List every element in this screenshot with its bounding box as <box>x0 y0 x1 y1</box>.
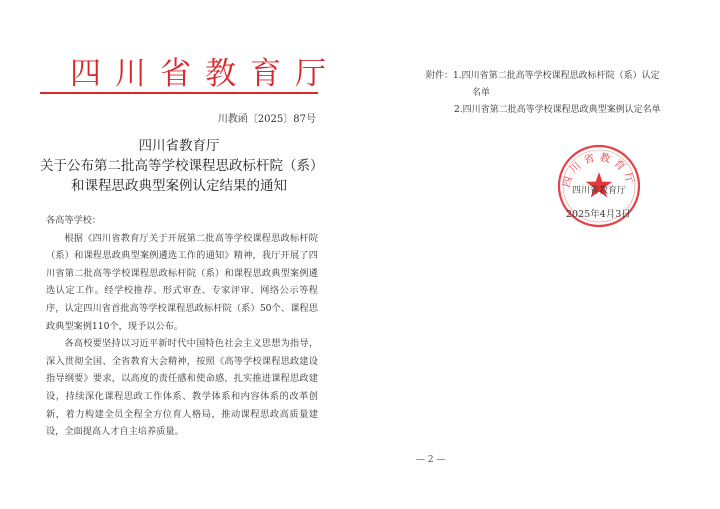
title-line-subject-cont: 和课程思政典型案例认定结果的通知 <box>71 178 287 194</box>
attachment-item-2: 2.四川省第二批高等学校课程思政典型案例认定名单 <box>454 105 661 115</box>
notice-title <box>40 136 324 196</box>
attachment-label: 附件： <box>426 71 454 81</box>
header-red-divider <box>40 92 318 94</box>
salutation: 各高等学校： <box>46 215 102 226</box>
page-number: — 2 — <box>416 455 446 465</box>
attachment-item-1-text: 1.四川省第二批高等学校课程思政标杆院（系）认定 <box>453 71 660 81</box>
seal-text: 四川省教育厅 <box>560 151 638 189</box>
signing-date: 2025年4月3日 <box>566 209 631 220</box>
paragraph-background: 根据《四川省教育厅关于开展第二批高等学校课程思政标杆院（系）和课程思政典型案例遴选工作的通知》精神，我厅开展了四川省第二批高等学校课程思政标杆院（系）和课程思政典型案例遴选认定工作。经学校推荐、形式审查、专家评审、网络公示等程序，认定四川省首批高等学校课程思政标杆院（系）50个、课程思政典型案例110个，现予以公布。 <box>46 232 318 332</box>
attachment-item-1 <box>426 68 706 85</box>
right-page <box>360 0 720 509</box>
notice-body <box>46 212 318 441</box>
paragraph-requirements: 各高校要坚持以习近平新时代中国特色社会主义思想为指导，深入贯彻全国、全省教育大会精神，按照《高等学校课程思政建设指导纲要》要求，以高度的责任感和使命感，扎实推进课程思政建设，持续深化课程思政工作体系、教学体系和内容体系的改革创新，着力构建全员全程全方位育人格局，推动课程思政高质量建设，全面提高人才自主培养质量。 <box>46 338 318 438</box>
issuer-name: 四川省教育厅 <box>572 186 627 196</box>
title-line-issuer: 四川省教育厅 <box>138 138 220 154</box>
attachment-item-1-continued: 名单 <box>472 88 491 98</box>
attachment-list <box>426 68 706 119</box>
document-number: 川教函〔2025〕87号 <box>217 114 316 125</box>
title-line-subject: 关于公布第二批高等学校课程思政标杆院（系） <box>40 158 324 174</box>
document-header-title: 四川省教育厅 <box>70 56 340 92</box>
